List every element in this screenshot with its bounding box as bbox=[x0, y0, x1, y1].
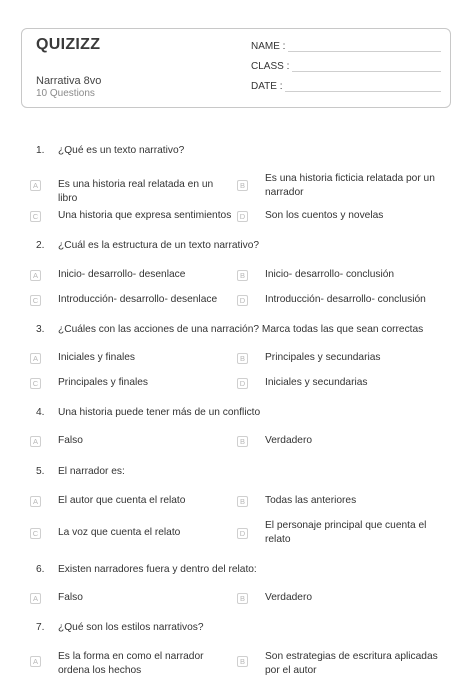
option-3d[interactable]: Iniciales y secundarias bbox=[265, 377, 368, 388]
option-letter-d[interactable]: D bbox=[237, 378, 248, 389]
question-text: El narrador es: bbox=[58, 466, 125, 477]
question-6: 6. Existen narradores fuera y dentro del relato: bbox=[36, 564, 257, 575]
question-text: ¿Cuál es la estructura de un texto narrativo? bbox=[58, 240, 260, 251]
option-letter-b[interactable]: B bbox=[237, 180, 248, 191]
class-label: CLASS : bbox=[251, 61, 290, 72]
option-3c[interactable]: Principales y finales bbox=[58, 377, 149, 388]
option-letter-b[interactable]: B bbox=[237, 270, 248, 281]
option-2a[interactable]: Inicio- desarrollo- desenlace bbox=[58, 269, 186, 280]
class-line bbox=[292, 62, 441, 72]
option-letter-b[interactable]: B bbox=[237, 656, 248, 667]
option-3b[interactable]: Principales y secundarias bbox=[265, 352, 381, 363]
option-letter-a[interactable]: A bbox=[30, 496, 41, 507]
option-letter-b[interactable]: B bbox=[237, 496, 248, 507]
option-6b[interactable]: Verdadero bbox=[265, 592, 313, 603]
option-7b[interactable]: Son estrategias de escritura aplicadas por el autor bbox=[265, 651, 438, 676]
option-5c[interactable]: La voz que cuenta el relato bbox=[58, 527, 181, 538]
question-text: ¿Qué son los estilos narrativos? bbox=[58, 622, 204, 633]
option-5b[interactable]: Todas las anteriores bbox=[265, 495, 357, 506]
option-letter-b[interactable]: B bbox=[237, 593, 248, 604]
option-letter-c[interactable]: C bbox=[30, 295, 41, 306]
option-6a[interactable]: Falso bbox=[58, 592, 83, 603]
option-5d[interactable]: El personaje principal que cuenta el relato bbox=[265, 520, 427, 545]
name-field[interactable] bbox=[251, 41, 441, 52]
option-letter-d[interactable]: D bbox=[237, 211, 248, 222]
quiz-title: Narrativa 8vo bbox=[36, 75, 102, 87]
question-4: 4. Una historia puede tener más de un conflicto bbox=[36, 407, 261, 418]
question-text: ¿Cuáles con las acciones de una narración? Marca todas las que sean correctas bbox=[58, 324, 424, 335]
question-5: 5. El narrador es: bbox=[36, 466, 125, 477]
option-2c[interactable]: Introducción- desarrollo- desenlace bbox=[58, 294, 218, 305]
question-7: 7. ¿Qué son los estilos narrativos? bbox=[36, 622, 204, 633]
option-letter-d[interactable]: D bbox=[237, 295, 248, 306]
question-text: ¿Qué es un texto narrativo? bbox=[58, 145, 185, 156]
question-text: Existen narradores fuera y dentro del relato: bbox=[58, 564, 257, 575]
class-field[interactable] bbox=[251, 61, 441, 72]
option-letter-a[interactable]: A bbox=[30, 353, 41, 364]
question-text: Una historia puede tener más de un conflicto bbox=[58, 407, 261, 418]
name-line bbox=[288, 42, 441, 52]
option-letter-a[interactable]: A bbox=[30, 180, 41, 191]
option-letter-a[interactable]: A bbox=[30, 270, 41, 281]
option-1a[interactable]: Es una historia real relatada en un libro bbox=[58, 179, 214, 204]
question-count: 10 Questions bbox=[36, 88, 95, 99]
option-4a[interactable]: Falso bbox=[58, 435, 83, 446]
option-letter-b[interactable]: B bbox=[237, 353, 248, 364]
option-letter-c[interactable]: C bbox=[30, 378, 41, 389]
option-letter-d[interactable]: D bbox=[237, 528, 248, 539]
quizizz-logo: QUIZIZZ bbox=[36, 36, 101, 53]
option-4b[interactable]: Verdadero bbox=[265, 435, 313, 446]
question-3: 3. ¿Cuáles con las acciones de una narración? Marca todas las que sean correctas bbox=[36, 324, 424, 335]
option-letter-c[interactable]: C bbox=[30, 528, 41, 539]
date-field[interactable] bbox=[251, 81, 441, 92]
option-7a[interactable]: Es la forma en como el narrador ordena los hechos bbox=[58, 651, 204, 676]
question-1: 1. ¿Qué es un texto narrativo? bbox=[36, 145, 185, 156]
question-2: 2. ¿Cuál es la estructura de un texto narrativo? bbox=[36, 240, 260, 251]
option-5a[interactable]: El autor que cuenta el relato bbox=[58, 495, 186, 506]
option-1d[interactable]: Son los cuentos y novelas bbox=[265, 210, 384, 221]
option-letter-a[interactable]: A bbox=[30, 656, 41, 667]
option-3a[interactable]: Iniciales y finales bbox=[58, 352, 136, 363]
option-letter-a[interactable]: A bbox=[30, 436, 41, 447]
worksheet-header bbox=[21, 28, 451, 108]
option-2b[interactable]: Inicio- desarrollo- conclusión bbox=[265, 269, 395, 280]
option-letter-a[interactable]: A bbox=[30, 593, 41, 604]
option-letter-c[interactable]: C bbox=[30, 211, 41, 222]
option-letter-b[interactable]: B bbox=[237, 436, 248, 447]
option-2d[interactable]: Introducción- desarrollo- conclusión bbox=[265, 294, 426, 305]
date-label: DATE : bbox=[251, 81, 283, 92]
date-line bbox=[285, 82, 441, 92]
option-1c[interactable]: Una historia que expresa sentimientos bbox=[58, 210, 232, 221]
name-label: NAME : bbox=[251, 41, 286, 52]
option-1b[interactable]: Es una historia ficticia relatada por un narrador bbox=[265, 173, 435, 198]
